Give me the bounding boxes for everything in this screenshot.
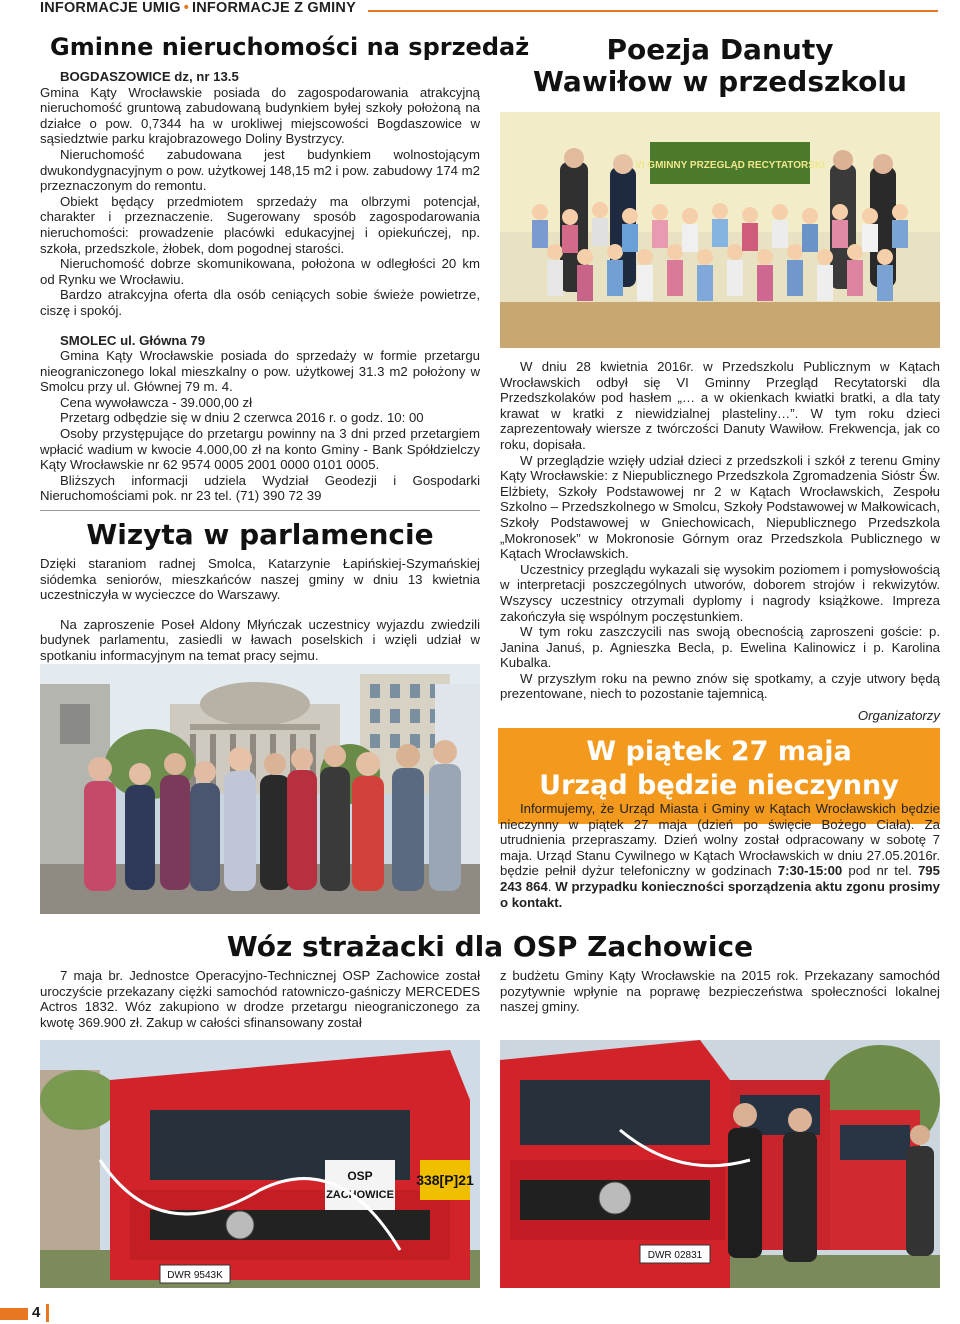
parliament-photo bbox=[40, 664, 480, 914]
gminne-p7: Cena wywoławcza - 39.000,00 zł bbox=[60, 394, 253, 410]
banner-text: VI GMINNY PRZEGLĄD RECYTATORSKI bbox=[635, 160, 825, 171]
poezja-article bbox=[500, 359, 940, 724]
poezja-p5: W przyszłym roku na pewno znów się spotkamy, a czyje utwory będą prezentowane, niech to pozostanie tajemnicą. bbox=[500, 670, 940, 702]
woz-article-right bbox=[500, 968, 940, 1015]
poezja-p2: W przeglądzie wzięły udział dzieci z przedszkoli i szkół z terenu Gminy Kąty Wrocławskie: z Niepublicznego Przedszkola Zgromadzenia Sióstr Św. Elżbiety, Szkoły Podstawowej nr 2 w Kątach Wrocławskich, Zespołu Szkolno – Przedszkolnego w Smolcu, Szkoły Podstawowej w Małkowicach, Szkoły Podstawowej w Gniechowicach, Niepublicznego Przedszkola „Mokronosek” w Mokronosie Górnym oraz Przedszkola Publicznego w Kątach Wrocławskich. bbox=[500, 452, 940, 562]
fire-truck-photo-left bbox=[40, 1040, 480, 1288]
gminne-title: Gminne nieruchomości na sprzedaż bbox=[50, 33, 530, 61]
closure-article bbox=[500, 801, 940, 910]
gminne-sub2: SMOLEC ul. Główna 79 bbox=[60, 332, 206, 348]
page-header bbox=[0, 0, 960, 22]
woz-p2: z budżetu Gminy Kąty Wrocławskie na 2015 rok. Przekazany samochód pozytywnie wpłynie na poprawę bezpieczeństwa społeczności lokalnej naszej gminy. bbox=[500, 968, 940, 1015]
gminne-p10: Bliższych informacji udziela Wydział Geodezji i Gospodarki Nieruchomościami pok. nr 23 tel. (71) 390 72 39 bbox=[40, 472, 480, 504]
gminne-article bbox=[40, 69, 480, 504]
wizyta-title: Wizyta w parlamencie bbox=[86, 518, 434, 551]
closure-title-line2: Urząd będzie nieczynny bbox=[539, 770, 899, 801]
wizyta-article bbox=[40, 556, 480, 664]
bullet-separator: • bbox=[183, 0, 190, 16]
section-label: INFORMACJE UMIG • INFORMACJE Z GMINY bbox=[40, 0, 356, 16]
woz-title: Wóz strażacki dla OSP Zachowice bbox=[226, 930, 754, 963]
page-number-tick bbox=[46, 1304, 49, 1322]
gminne-p3: Obiekt będący przedmiotem sprzedaży ma olbrzymi potencjał, charakter i przeznaczenie. Sugerowany sposób zagospodarowania nieruchomości: prowadzenie placówki edukacyjnej i opiekuńczej, np. szkoła, przedszkole, żłobek, dom pogodnej starości. bbox=[40, 193, 480, 256]
poezja-signature: Organizatorzy bbox=[857, 708, 940, 724]
gminne-p2: Nieruchomość zabudowana jest budynkiem wolnostojącym dwukondygnacyjnym o pow. użytkowej 148,15 m2 i pow. zabudowy 174 m2 przeznaczonym do remontu. bbox=[40, 146, 480, 194]
gminne-p1: Gmina Kąty Wrocławskie posiada do zagospodarowania atrakcyjną nieruchomość gruntową zabudowaną budynkiem byłej szkoły położoną na działce o pow. 0,7344 ha w urokliwej miejscowości Bogdaszowice w sąsiedztwie parku krajobrazowego Doliny Bystrzycy. bbox=[40, 84, 480, 147]
poezja-p3: Uczestnicy przeglądu wykazali się wysokim poziomem i pomysłowością w interpretacji poszczególnych utworów, doborem strojów i rekwizytów. Wszyscy uczestnicy otrzymali dyplomy i nagrody książkowe. Impreza zakończyła się wspólnym poczęstunkiem. bbox=[500, 561, 940, 624]
gminne-sub1: BOGDASZOWICE dz, nr 13.5 bbox=[60, 69, 239, 84]
poezja-p4: W tym roku zaszczycili nas swoją obecnością zaproszeni goście: p. Janina Januś, p. Agnieszka Becla, p. Ewelina Kalinowicz i p. Karolina Kubalka. bbox=[500, 624, 940, 671]
gminne-p9: Osoby przystępujące do przetargu powinny na 3 dni przed przetargiem wpłacić wadium w kwocie 4.000,00 zł na konto Gminy - Bank Spółdzielczy Kąty Wrocławskie nr 62 9574 0005 2001 0000 0101 0005. bbox=[40, 426, 480, 473]
gminne-p5: Bardzo atrakcyjna oferta dla osób ceniących sobie świeże powietrze, ciszę i spokój. bbox=[40, 287, 480, 318]
wizyta-p1: Dzięki staraniom radnej Smolca, Katarzynie Łapińskiej-Szymańskiej siódemka seniorów, mieszkańców naszej gminy w dniu 13 kwietnia uczestniczyła w wycieczce do Warszawy. bbox=[40, 556, 480, 603]
wizyta-p2: Na zaproszenie Poseł Aldony Młyńczak uczestnicy wyjazdu zwiedzili budynek parlamentu, zasiedli w ławach poselskich i wzięli udział w spotkaniu informacyjnym na temat pracy sejmu. bbox=[40, 616, 480, 663]
truck-osp-label: OSP bbox=[347, 1169, 373, 1183]
gminne-p4: Nieruchomość dobrze skomunikowana, położona w odległości 20 km od Rynku we Wrocławiu. bbox=[40, 256, 480, 287]
gminne-p8: Przetarg odbędzie się w dniu 2 czerwca 2016 r. o godz. 10: 00 bbox=[60, 410, 424, 426]
kindergarten-photo bbox=[500, 112, 940, 348]
truck-plate-right: DWR 02831 bbox=[647, 1250, 703, 1261]
page-number-accent bbox=[0, 1308, 28, 1320]
gminne-p6: Gmina Kąty Wrocławskie posiada do sprzedaży w formie przetargu nieograniczonego lokal mieszkalny o pow. użytkowej 31.3 m2 położony w Smolcu przy ul. Głównej 79 m. 4. bbox=[40, 348, 480, 395]
truck-number: 338[P]21 bbox=[416, 1172, 474, 1188]
section-divider bbox=[40, 510, 480, 511]
page-number: 4 bbox=[0, 1302, 50, 1324]
truck-unit-label: ZACHOWICE bbox=[326, 1189, 394, 1201]
truck-plate-left: DWR 9543K bbox=[167, 1270, 223, 1281]
poezja-p1: W dniu 28 kwietnia 2016r. w Przedszkolu Publicznym w Kątach Wrocławskich odbył się VI Gminny Przegląd Recytatorski dla Przedszkolaków pod hasłem „… a w okienkach kwiatki bratki, a dla taty krawat w kratki z niewidzialnej plasteliny…”. W tym roku dzieci zaprezentowały wiersze z twórczości Danuty Wawiłow. Frekwencja, jak co roku, dopisała. bbox=[500, 359, 940, 452]
closure-p1: Informujemy, że Urząd Miasta i Gminy w Kątach Wrocławskich będzie nieczynny w piątek 27 maja (dzień po święcie Bożego Ciała). Za utrudnienia przepraszamy. Dzień wolny został odpracowany w sobotę 7 maja. Urząd Stanu Cywilnego w Kątach Wrocławskich w dniu 27.05.2016r. będzie pełnił dyżur telefoniczny w godzinach 7:30-15:00 pod nr tel. 795 243 864. W przypadku konieczności sporządzenia aktu zgonu prosimy o kontakt. bbox=[500, 801, 940, 910]
poezja-title: Poezja Danuty Wawiłow w przedszkolu bbox=[533, 33, 907, 98]
woz-article-left bbox=[40, 968, 480, 1030]
header-rule bbox=[368, 10, 938, 12]
woz-p1: 7 maja br. Jednostce Operacyjno-Technicznej OSP Zachowice został uroczyście przekazany ciężki samochód ratowniczo-gaśniczy MERCEDES Actros 1832. Wóz zakupiono w drodze przetargu nieograniczonego za kwotę 369.900 zł. Zakup w całości sfinansowany został bbox=[40, 968, 480, 1030]
closure-title-line1: W piątek 27 maja bbox=[586, 736, 852, 767]
fire-truck-photo-right bbox=[500, 1040, 940, 1288]
